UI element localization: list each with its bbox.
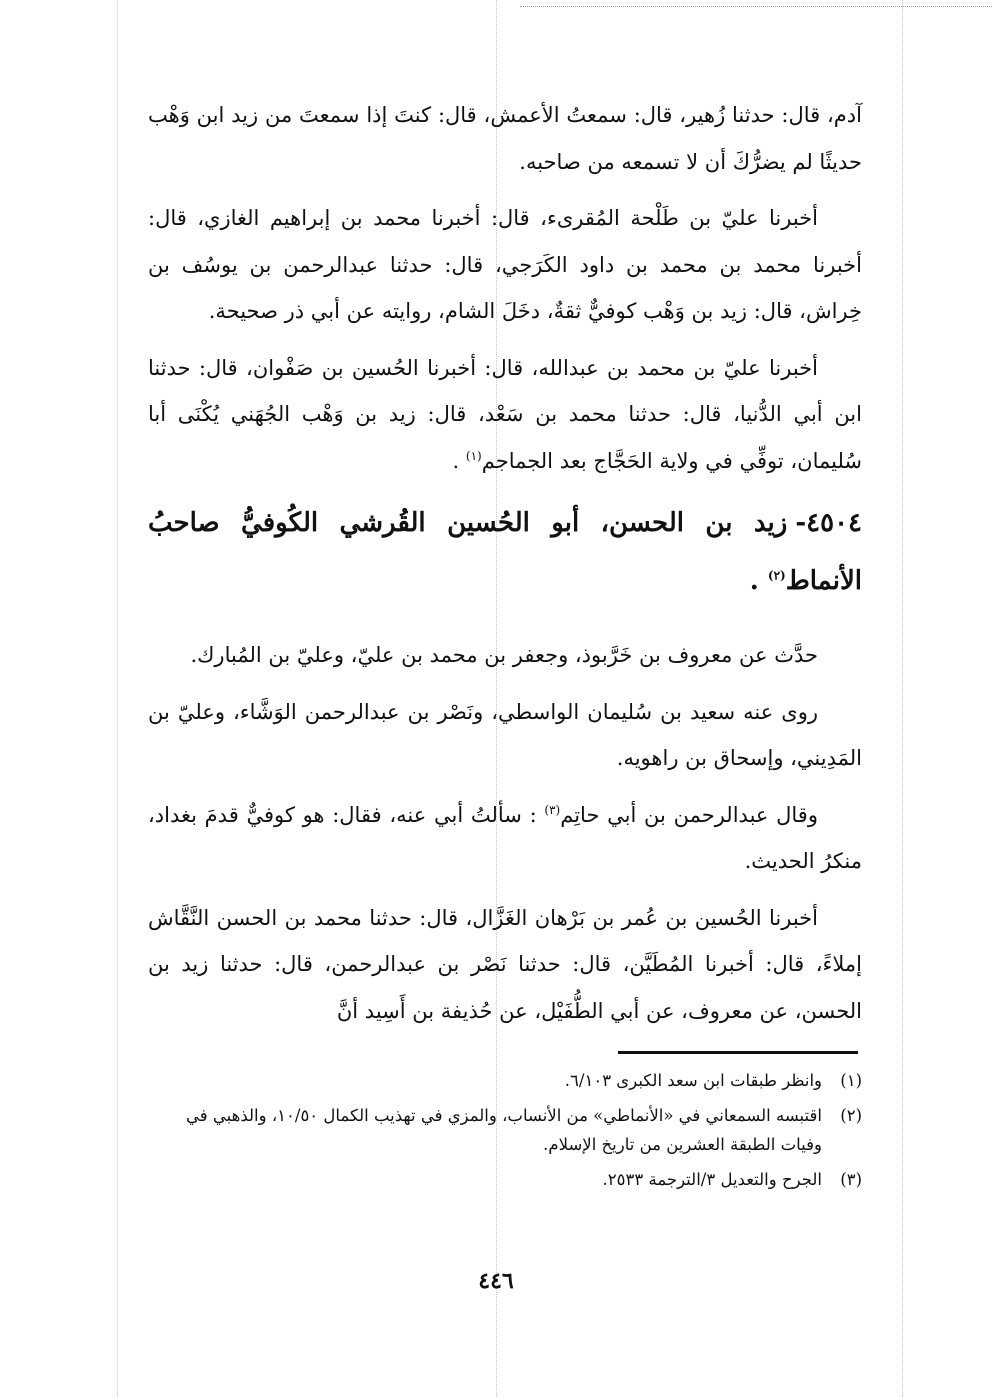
footnote-text: الجرح والتعديل ٣/الترجمة ٢٥٣٣. [602, 1170, 822, 1189]
footnote-number: (٣) [840, 1170, 862, 1189]
top-rule [520, 6, 992, 7]
footnote-number: (٢) [840, 1106, 862, 1125]
footnotes [148, 1066, 862, 1200]
paragraph-text: . [452, 448, 466, 473]
paragraph-text: حدَّث عن معروف بن خَرَّبوذ، وجعفر بن محمد بن عليّ، وعليّ بن المُبارك. [190, 643, 818, 667]
paragraph-text: أخبرنا الحُسين بن عُمر بن بَرْهان الغَزَّال، قال: حدثنا محمد بن الحسن النَّقَّاش إملاءً، قال: أخبرنا المُطَيَّن، قال: حدثنا نَصْر بن عبدالرحمن، قال: حدثنا زيد بن الحسن، عن معروف، عن أبي الطُّفَيْل، عن حُذيفة بن أَسِيد أنَّ [148, 905, 862, 1023]
footnote-text: وانظر طبقات ابن سعد الكبرى ٦/١٠٣. [564, 1071, 822, 1090]
paragraph-text: روى عنه سعيد بن سُليمان الواسطي، ونَصْر بن عبدالرحمن الوَشَّاء، وعليّ بن المَدِيني، وإسحاق بن راهويه. [148, 699, 862, 770]
entry-heading [148, 494, 862, 610]
footnote [148, 1165, 862, 1194]
paragraph-text: : سألتُ أبي عنه، فقال: هو كوفيٌّ قدمَ بغداد، منكرُ الحديث. [148, 802, 862, 873]
paragraph-text: . [749, 566, 768, 596]
footnote-reference: (٢) [767, 568, 786, 583]
paragraph [148, 92, 862, 185]
footnote-separator [618, 1051, 858, 1054]
paragraph-text: أخبرنا عليّ بن طَلْحة المُقرىء، قال: أخبرنا محمد بن إبراهيم الغازي، قال: أخبرنا محمد بن محمد بن داود الكَرَجي، قال: حدثنا عبدالرحمن بن يوسُف بن خِراش، قال: زيد بن وَهْب كوفيٌّ ثقةٌ، دخَلَ الشام، روايته عن أبي ذر صحيحة. [148, 206, 862, 323]
fold-line [902, 0, 903, 1397]
footnote-reference: (١) [465, 448, 482, 463]
paragraph-text: آدم، قال: حدثنا زُهير، قال: سمعتُ الأعمش، قال: كنتَ إذا سمعتَ من زيد ابن وَهْب حديثًا لم يضرُّكَ أن لا تسمعه من صاحبه. [148, 103, 862, 174]
paragraph [148, 195, 862, 335]
paragraph-text: وقال عبدالرحمن بن أبي حاتِم [560, 802, 818, 827]
fold-line [117, 0, 118, 1397]
paragraph-text: أخبرنا عليّ بن محمد بن عبدالله، قال: أخبرنا الحُسين بن صَفْوان، قال: حدثنا ابن أبي الدُّنيا، قال: حدثنا محمد بن سَعْد، قال: زيد بن وَهْب الجُهَني يُكْنَى أبا سُليمان، توفِّي في ولاية الحَجَّاج بعد الجماجم [148, 355, 862, 473]
paragraph [148, 689, 862, 782]
paragraph-text: زيد بن الحسن، أبو الحُسين القُرشي الكُوفيُّ صاحبُ الأنماط [148, 508, 862, 596]
paragraph [148, 345, 862, 485]
paragraph [148, 632, 862, 679]
footnote-reference: (٣) [544, 802, 561, 817]
paragraph [148, 895, 862, 1035]
entry-number: ٤٥٠٤- [795, 508, 862, 538]
main-text [148, 92, 862, 1044]
page-number: ٤٤٦ [478, 1268, 514, 1294]
footnote [148, 1066, 862, 1095]
paragraph [148, 792, 862, 885]
footnote [148, 1101, 862, 1159]
footnote-number: (١) [840, 1071, 862, 1090]
footnote-text: اقتبسه السمعاني في «الأنماطي» من الأنساب، والمزي في تهذيب الكمال ١٠/٥٠، والذهبي في وفيات الطبقة العشرين من تاريخ الإسلام. [186, 1106, 822, 1154]
